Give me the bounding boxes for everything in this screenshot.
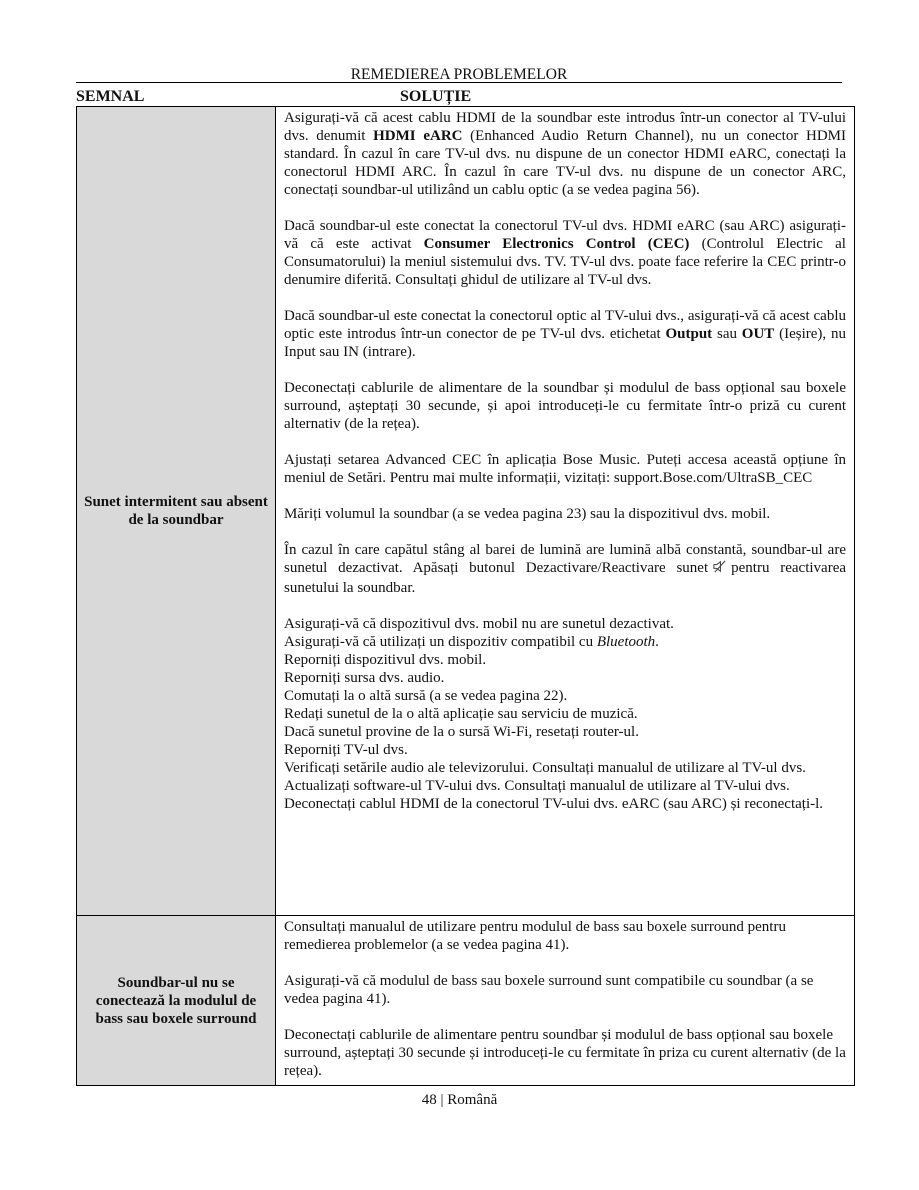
text-run: (Controlul Electric al Consumatorului) la meniul sistemului dvs. TV. TV-ul dvs. poate face referire la CEC printr-o denumire diferită. Consultați ghidul de utilizare al TV-ul dvs. xyxy=(284,236,846,288)
text-run-bold: Consumer Electronics Control (CEC) xyxy=(423,236,690,252)
signal-text: Soundbar-ul nu se conectează la modulul de bass sau boxele surround xyxy=(95,974,257,1027)
text-run: Dacă soundbar-ul este conectat la conectorul optic al TV-ului dvs., asigurați-vă că acest cablu optic este introdus într-un conector de pe TV-ul dvs. etichetat xyxy=(284,308,846,342)
solution-paragraph: Asigurați-vă că modulul de bass sau boxele surround sunt compatibile cu soundbar (a se vedea pagina 41). xyxy=(284,973,814,1007)
solution-paragraph: Consultați manualul de utilizare pentru modulul de bass sau boxele surround pentru remedierea problemelor (a se vedea pagina 41). xyxy=(284,919,786,953)
solution-paragraph: Deconectați cablurile de alimentare de la soundbar și modulul de bass opțional sau boxele surround, așteptați 30 secunde, și apoi introduceți-le cu fermitate într-o priză cu curent alternativ (de la rețea). xyxy=(284,380,846,432)
list-item: Redați sunetul de la o altă aplicație sau serviciu de muzică. xyxy=(284,706,638,722)
text-run: Asigurați-vă că utilizați un dispozitiv compatibil cu xyxy=(284,634,597,650)
text-run: În cazul în care capătul stâng al barei de lumină are lumină albă constantă, soundbar-ul are sunetul dezactivat. Apăsați butonul Dezactivare/Reactivare sunet xyxy=(284,542,846,576)
text-run-bold: Output xyxy=(665,326,713,342)
list-item: Verificați setările audio ale televizorului. Consultați manualul de utilizare al TV-ul dvs. xyxy=(284,760,806,776)
column-header-signal: SEMNAL xyxy=(76,88,145,105)
table-row xyxy=(77,107,855,916)
troubleshooting-table xyxy=(76,106,855,1086)
column-header-solution: SOLUȚIE xyxy=(400,88,472,105)
list-item: Asigurați-vă că dispozitivul dvs. mobil nu are sunetul dezactivat. xyxy=(284,616,674,632)
solution-paragraph: Deconectați cablurile de alimentare pentru soundbar și modulul de bass opțional sau boxele surround, așteptați 30 secunde și introduceți-le cu fermitate în priza cu curent alternativ (de la rețea). xyxy=(284,1027,846,1079)
list-item: Reporniți TV-ul dvs. xyxy=(284,742,408,758)
text-run: Asigurați-vă că acest cablu HDMI de la soundbar este introdus într-un conector al TV-ului dvs. denumit xyxy=(284,110,846,144)
list-item: Reporniți dispozitivul dvs. mobil. xyxy=(284,652,487,668)
list-item: Reporniți sursa dvs. audio. xyxy=(284,670,445,686)
solution-cell xyxy=(276,107,855,916)
list-item: Actualizați software-ul TV-ului dvs. Consultați manualul de utilizare al TV-ului dvs. xyxy=(284,778,790,794)
speaker-mute-icon xyxy=(712,559,727,579)
page-footer: 48 | Română xyxy=(421,1092,498,1108)
solution-paragraph: Măriți volumul la soundbar (a se vedea pagina 23) sau la dispozitivul dvs. mobil. xyxy=(284,506,771,522)
solution-paragraph xyxy=(284,307,846,361)
text-run: Dacă soundbar-ul este conectat la conectorul TV-ul dvs. HDMI eARC (sau ARC) asigurați-vă că este activat xyxy=(284,218,846,252)
section-title: REMEDIEREA PROBLEMELOR xyxy=(350,66,568,83)
list-item xyxy=(284,633,846,651)
text-run-italic: Bluetooth xyxy=(596,634,656,650)
list-item: Dacă sunetul provine de la o sursă Wi-Fi, resetați router-ul. xyxy=(284,724,639,740)
solution-paragraph xyxy=(284,109,846,199)
signal-cell xyxy=(77,107,276,916)
solution-list xyxy=(284,615,846,813)
text-run-bold: HDMI eARC xyxy=(373,128,463,144)
solution-paragraph: Ajustați setarea Advanced CEC în aplicația Bose Music. Puteți accesa această opțiune în meniul de Setări. Pentru mai multe informații, vizitați: support.Bose.com/UltraSB_CEC xyxy=(284,452,846,486)
text-run-bold: OUT xyxy=(741,326,775,342)
text-run: (Enhanced Audio Return Channel), nu un conector HDMI standard. În cazul în care TV-ul dvs. nu dispune de un conector HDMI eARC, conectați la conectorul HDMI ARC. În cazul în care TV-ul dvs. nu dispune de un conector ARC, conectați soundbar-ul utilizând un cablu optic (a se vedea pagina 56). xyxy=(284,128,847,198)
text-run: pentru reactivarea sunetului la soundbar. xyxy=(284,560,847,596)
signal-cell xyxy=(77,916,276,1086)
solution-paragraph xyxy=(284,541,846,597)
signal-text: Sunet intermitent sau absent de la soundbar xyxy=(84,494,268,528)
solution-paragraph xyxy=(284,217,846,289)
table-row xyxy=(77,916,855,1086)
header-rule xyxy=(76,82,842,83)
text-run: (Ieșire), nu Input sau IN (intrare). xyxy=(284,326,846,360)
solution-cell xyxy=(276,916,855,1086)
text-run: . xyxy=(655,634,659,650)
text-run: sau xyxy=(712,326,742,342)
list-item: Comutați la o altă sursă (a se vedea pagina 22). xyxy=(284,688,568,704)
list-item: Deconectați cablul HDMI de la conectorul TV-ului dvs. eARC (sau ARC) și reconectați-l. xyxy=(284,796,824,812)
